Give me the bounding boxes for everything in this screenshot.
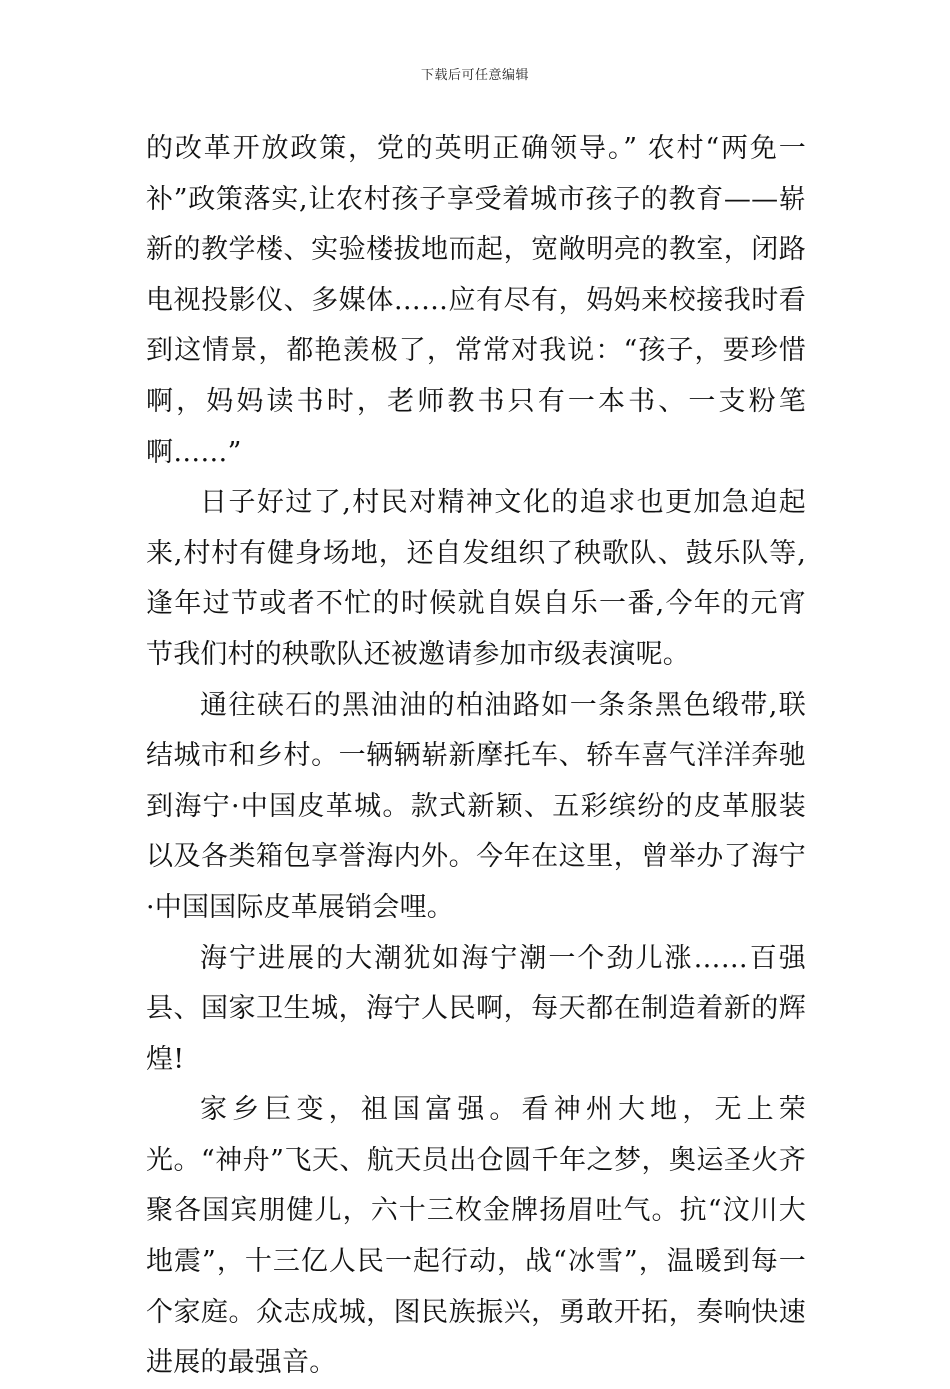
page-header: 下载后可任意编辑 [420, 68, 529, 83]
paragraph-3: 通往硖石的黑油油的柏油路如一条条黑色缎带,联结城市和乡村。一辆辆崭新摩托车、轿车喜气洋洋奔驰到海宁·中国皮革城。款式新颖、五彩缤纷的皮革服装以及各类箱包享誉海内外。今年在这里，曾举办了海宁·中国国际皮革展销会哩。 [146, 689, 806, 923]
paragraph-4: 海宁进展的大潮犹如海宁潮一个劲儿涨……百强县、国家卫生城，海宁人民啊，每天都在制造着新的辉煌! [146, 942, 806, 1075]
document-body [146, 124, 806, 1389]
paragraph-1: 的改革开放政策，党的英明正确领导。” 农村“两免一补”政策落实,让农村孩子享受着城市孩子的教育——崭新的教学楼、实验楼拔地而起，宽敞明亮的教室，闭路电视投影仪、多媒体……应有尽有，妈妈来校接我时看到这情景，都艳羡极了，常常对我说：“孩子，要珍惜啊，妈妈读书时，老师教书只有一本书、一支粉笔啊……” [146, 133, 806, 468]
paragraph-5: 家乡巨变，祖国富强。看神州大地，无上荣光。“神舟”飞天、航天员出仓圆千年之梦，奥运圣火齐聚各国宾朋健儿，六十三枚金牌扬眉吐气。抗“汶川大地震”，十三亿人民一起行动，战“冰雪”，温暖到每一个家庭。众志成城，图民族振兴，勇敢开拓，奏响快速进展的最强音。 [146, 1094, 806, 1379]
paragraph-2: 日子好过了,村民对精神文化的追求也更加急迫起来,村村有健身场地，还自发组织了秧歌队、鼓乐队等,逢年过节或者不忙的时候就自娱自乐一番,今年的元宵节我们村的秧歌队还被邀请参加市级表演呢。 [146, 487, 806, 670]
